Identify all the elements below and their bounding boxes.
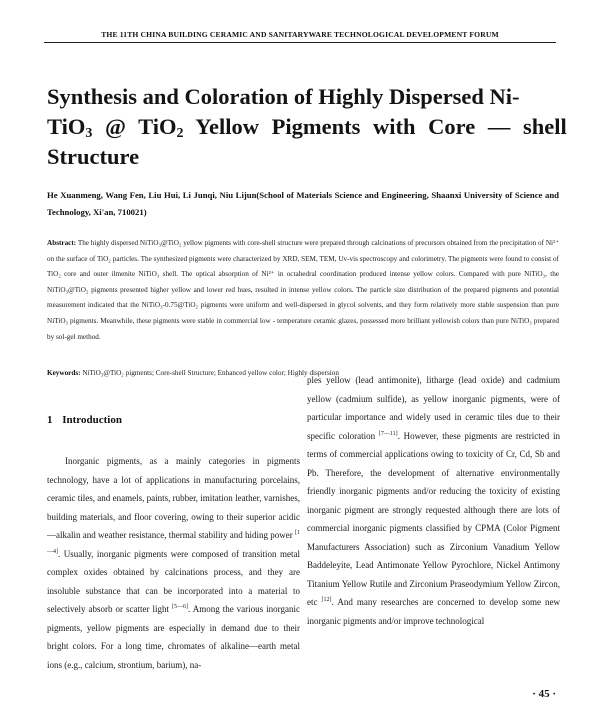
title-line-2: [47, 112, 567, 142]
abstract-text: The highly dispersed NiTiO₃@TiO₂ yellow pigments with core-shell structure were prepared through calcinations of precursors obtained from the precipitation of Ni²⁺ on the surface of TiO₂ particles. The synthesized pigments were characterized by XRD, SEM, TEM, Uv-vis spectroscopy and colorimetry. The pigments were found to consist of TiO₂ core and outer ilmenite NiTiO₃ shell. The optical absorption of Ni²⁺ in octahedral coordination produced intense yellow colors. Compared with pure NiTiO₃, the NiTiO₃@TiO₂ pigments presented higher yellow and lower red hues, resulted in intense yellow colors. The particle size distribution of the prepared pigments and potential measurement indicated that the NiTiO₃-0.75@TiO₂ pigments were uniform and well-dispersed in glycol solvents, and they form relatively more stable suspension than pure NiTiO₃ pigments. Meanwhile, these pigments were stable in commercial low - temperature ceramic glazes, possessed more brilliant yellowish colors than pure NiTiO₃ prepared by sol-gel method.: [47, 239, 559, 341]
section-heading: [47, 414, 122, 426]
right-column: [307, 371, 560, 630]
title-line-1: Synthesis and Coloration of Highly Dispersed Ni-: [47, 84, 520, 109]
running-header: THE 11TH CHINA BUILDING CERAMIC AND SANITARYWARE TECHNOLOGICAL DEVELOPMENT FORUM: [44, 30, 556, 43]
section-title: Introduction: [62, 414, 122, 426]
citation: [1—4]: [47, 530, 301, 555]
citation: [5—6]: [171, 604, 188, 610]
title-line-3: Structure: [47, 144, 140, 169]
intro-paragraph-cont: [307, 371, 560, 630]
title-sub-1: 3: [85, 126, 93, 141]
intro-text-2: . Usually, inorganic pigments were composed of transition metal complex oxides obtained by calcinations process, and they are insoluble substance that can be incorporated into a material to selectively absorb or scatter light: [47, 548, 300, 614]
left-column: [47, 452, 300, 674]
keywords-label: Keywords:: [47, 369, 81, 377]
title-part-a: TiO: [47, 114, 86, 139]
title-part-c: Yellow Pigments with Core — shell: [183, 114, 567, 139]
intro-paragraph-1: [47, 452, 300, 674]
title-sub-2: 2: [176, 126, 184, 141]
right-text-1: ples yellow (lead antimonite), litharge (lead oxide) and cadmium yellow (cadmium sulfide), as yellow inorganic pigments, were of particular importance and widely used in ceramic tiles due to their specific coloration: [307, 375, 560, 441]
citation: [12]: [321, 597, 332, 603]
section-number: 1: [47, 414, 53, 426]
abstract: [47, 236, 559, 345]
page-number: · 45 ·: [532, 688, 556, 700]
title-part-b: @ TiO: [92, 114, 177, 139]
intro-text-1: Inorganic pigments, as a mainly categories in pigments technology, have a lot of applications in manufacturing porcelains, ceramic tiles, and enamels, paints, rubber, imitation leather, varnishes, building materials, and floor covering, owing to their superior acidic—alkalin and weather resistance, thermal stability and hiding power: [47, 456, 300, 540]
intro-text-3: . Among the various inorganic pigments, yellow pigments are especially in demand due to their bright colors. For a long time, chromates of alkaline—earth metal ions (e.g., calcium, strontium, barium), na-: [47, 604, 301, 670]
paper-title: [47, 82, 567, 172]
keywords-text: NiTiO₃@TiO₂ pigments; Core-shell Structure; Enhanced yellow color; Highly dispersion: [80, 369, 339, 377]
right-text-2: . However, these pigments are restricted in terms of commercial applications owing to toxicity of Cr, Cd, Sb and Pb. Therefore, the development of alternative environmentally friendly inorganic pigments and/or reducing the toxicity of existing inorganic pigment are strongly requested although there are lots of commercial inorganic pigments classified by CPMA (Color Pigment Manufacturers Association) such as Zirconium Vanadium Yellow Baddeleyite, Lead Antimonate Yellow Pyrochlore, Nickel Antimony Titanium Yellow Rutile and Zirconium Praseodymium Yellow Zircon, etc: [307, 430, 561, 607]
citation: [7—11]: [378, 430, 398, 437]
abstract-label: Abstract:: [47, 239, 77, 247]
right-text-3: . And many researches are concerned to develop some new inorganic pigments and/or improve technological: [307, 597, 561, 626]
author-affiliation: He Xuanmeng, Wang Fen, Liu Hui, Li Junqi, Niu Lijun(School of Materials Science and Engineering, Shaanxi University of Science and Technology, Xi'an, 710021): [47, 190, 559, 217]
